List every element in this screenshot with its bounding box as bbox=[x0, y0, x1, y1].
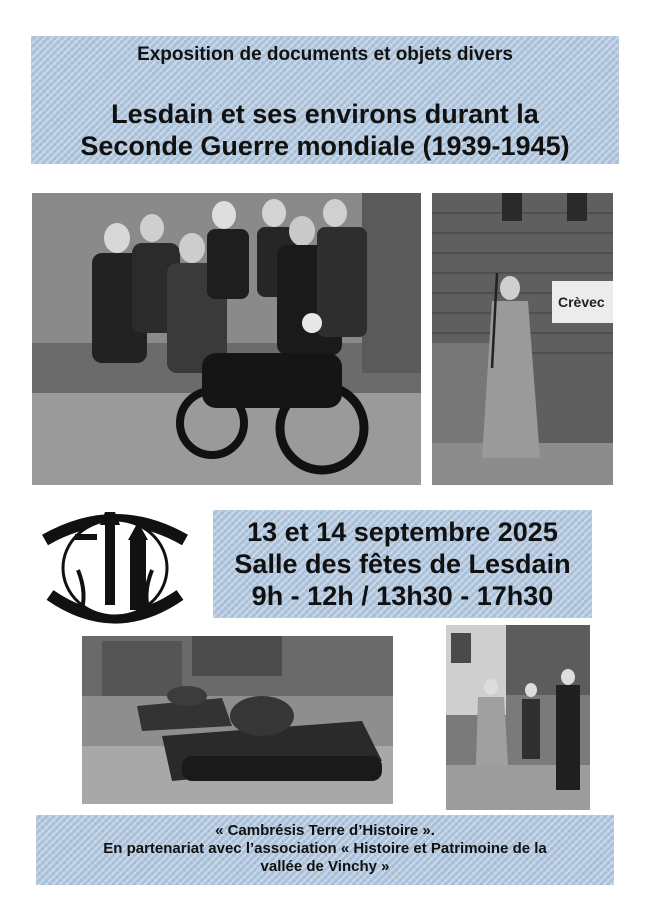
photo-sentry-by-wall bbox=[432, 193, 613, 485]
footer-line-3: vallée de Vinchy » bbox=[260, 858, 390, 875]
event-venue: Salle des fêtes de Lesdain bbox=[234, 549, 571, 579]
event-info-banner bbox=[213, 510, 592, 618]
partnership-banner bbox=[36, 815, 614, 885]
title-line-2: Seconde Guerre mondiale (1939-1945) bbox=[80, 131, 570, 161]
exhibition-title bbox=[31, 98, 619, 162]
footer-line-2: En partenariat avec l’association « Histoire et Patrimoine de la bbox=[103, 840, 547, 857]
event-dates: 13 et 14 septembre 2025 bbox=[247, 517, 558, 547]
title-banner bbox=[31, 36, 619, 164]
sentry-sign-text: Crèvec bbox=[558, 294, 605, 310]
cambresis-logo bbox=[40, 500, 190, 632]
photo-soldiers-motorcycle bbox=[32, 193, 421, 485]
event-hours: 9h - 12h / 13h30 - 17h30 bbox=[251, 581, 554, 611]
photo-destroyed-tanks bbox=[82, 636, 393, 804]
exhibition-subtitle: Exposition de documents et objets divers bbox=[137, 44, 513, 65]
photo-soldiers-street bbox=[446, 625, 590, 810]
footer-line-1: « Cambrésis Terre d’Histoire ». bbox=[215, 822, 435, 839]
title-line-1: Lesdain et ses environs durant la bbox=[111, 99, 539, 129]
